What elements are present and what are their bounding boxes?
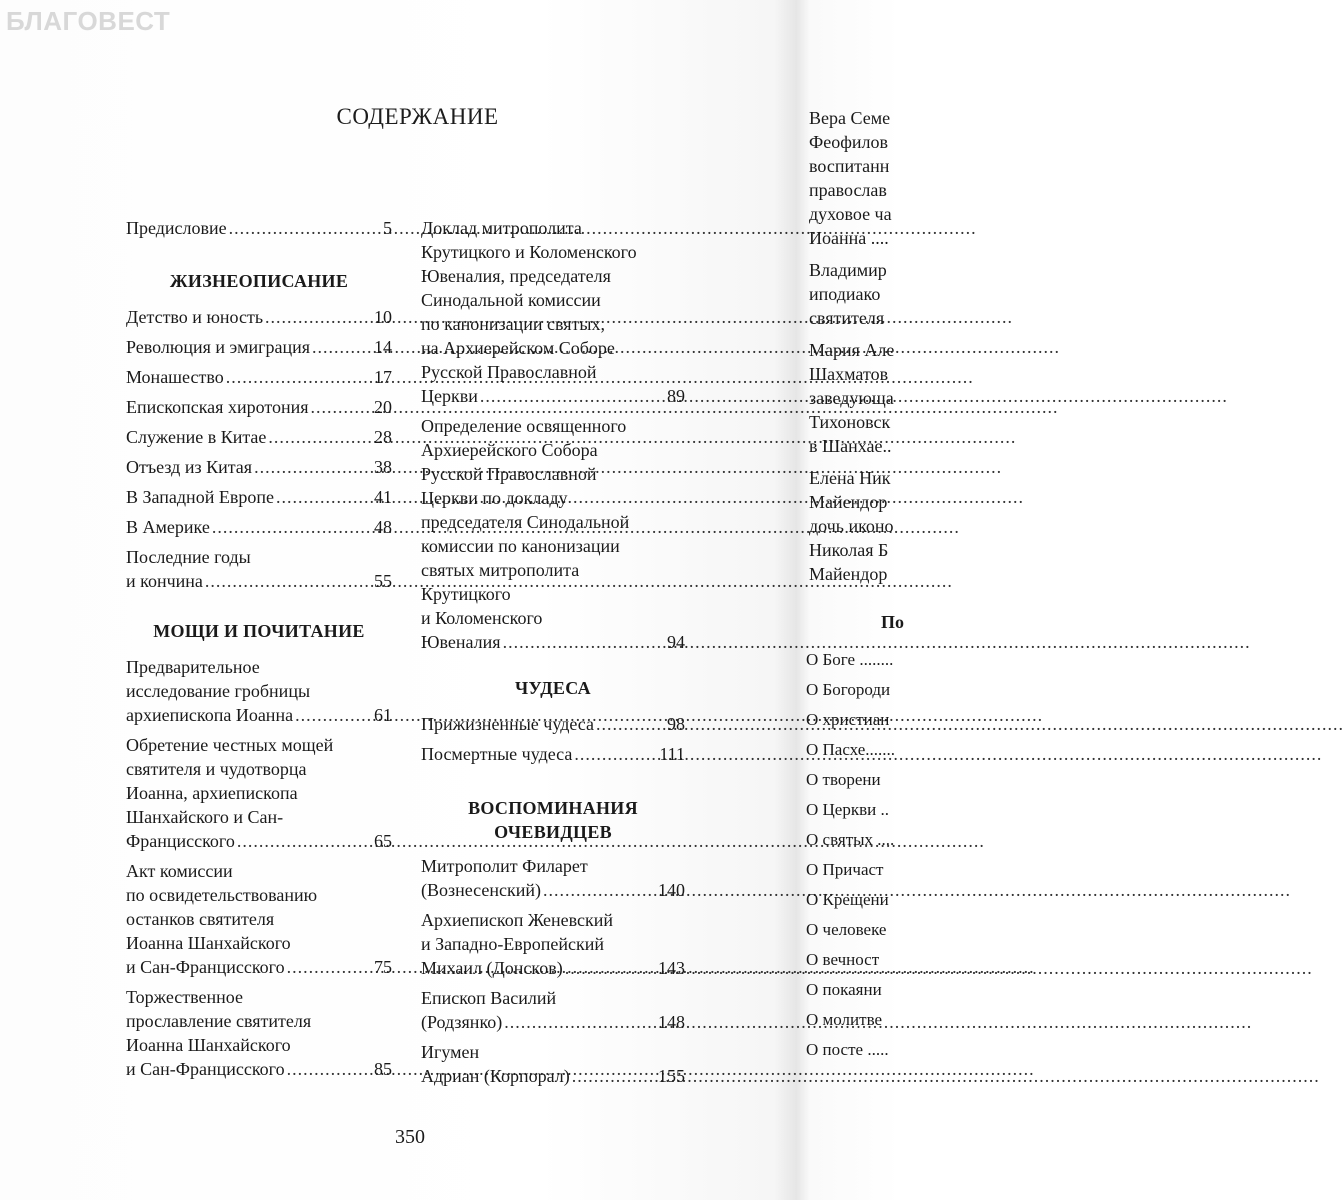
list-item: О Пасхе.......: [806, 740, 896, 759]
toc-entry: [809, 338, 1009, 458]
leader-dots: [212, 515, 372, 539]
entry-last-line: [126, 216, 392, 240]
entry-title-line: Иоанна Шанхайского: [126, 1035, 291, 1055]
entry-page: 17: [374, 367, 392, 387]
list-item: О Церкви ..: [806, 800, 889, 819]
watermark: БЛАГОВЕСТ: [6, 6, 171, 36]
entry-title-line: святых митрополита: [421, 560, 580, 580]
entry-title-line: Синодальной комиссии: [421, 290, 601, 310]
leader-dots: [254, 455, 372, 479]
entry-title-line: по канонизации святых,: [421, 314, 605, 334]
toc-entry: [421, 216, 685, 408]
entry-title-line: и Западно-Европейский: [421, 934, 605, 954]
toc-entry: [126, 305, 392, 329]
entry-page: 10: [374, 307, 392, 327]
leader-dots: [311, 395, 372, 419]
entry-last-line: [126, 455, 392, 479]
entry-title-line: Русской Православной: [421, 464, 597, 484]
toc-entry: [126, 545, 392, 593]
list-item: О человеке: [806, 920, 887, 939]
section-heading: [126, 619, 392, 643]
entry-title-line: Владимир: [809, 260, 887, 280]
entry-page: 89: [667, 386, 685, 406]
section-heading: [126, 269, 392, 293]
entry-title-line: Служение в Китае: [126, 427, 267, 447]
entry-last-line: [421, 956, 685, 980]
entry-title-line: Предварительное: [126, 657, 260, 677]
entry-title-line: Майендор: [809, 564, 888, 584]
entry-title-line: Определение освященного: [421, 416, 627, 436]
entry-page: 55: [374, 571, 392, 591]
list-item: О Боге ........: [806, 650, 894, 669]
entry-title-line: архиепископа Иоанна: [126, 705, 294, 725]
entry-title-line: Мария Але: [809, 340, 895, 360]
entry-title-line: и Сан-Францисского: [126, 957, 285, 977]
entry-title-line: Елена Ник: [809, 468, 891, 488]
toc-entry: [126, 733, 392, 853]
entry-title-line: Крутицкого и Коломенского: [421, 242, 637, 262]
entry-page: 61: [374, 705, 392, 725]
entry-title-line: Церкви по докладу: [421, 488, 568, 508]
entry-last-line: [421, 384, 685, 408]
entry-title-line: Иоанна Шанхайского: [126, 933, 291, 953]
entry-last-line: [126, 335, 392, 359]
entry-title-line: и Коломенского: [421, 608, 543, 628]
toc-column-2: [421, 216, 685, 1094]
entry-last-line: [421, 630, 685, 654]
entry-page: 75: [374, 957, 392, 977]
entry-title: Предисловие: [126, 218, 227, 238]
entry-title-line: и кончина: [126, 571, 203, 591]
entry-last-line: [126, 829, 392, 853]
entry-title-line: Епископ Василий: [421, 988, 557, 1008]
entry-page: 98: [667, 714, 685, 734]
list-item: О христиан: [806, 710, 890, 729]
entry-title-line: святителя и чудотворца: [126, 759, 307, 779]
leader-dots: [572, 1064, 656, 1088]
entry-last-line: [126, 485, 392, 509]
section-heading-line: МОЩИ И ПОЧИТАНИЕ: [153, 621, 365, 641]
section-heading: [421, 796, 685, 844]
toc-list: [806, 645, 1006, 1065]
leader-dots: [295, 703, 372, 727]
toc-entry: [126, 425, 392, 449]
list-item: О посте .....: [806, 1040, 889, 1059]
entry-title-line: Ювеналия: [421, 632, 501, 652]
entry-last-line: [126, 395, 392, 419]
entry-page: 5: [383, 218, 392, 238]
entry-title-line: Феофилов: [809, 132, 888, 152]
list-item: О молитве: [806, 1010, 883, 1029]
section-heading: [421, 676, 685, 700]
entry-title-line: Монашество: [126, 367, 224, 387]
entry-title-line: прославление святителя: [126, 1011, 312, 1031]
entry-title-line: дочь иконо: [809, 516, 894, 536]
entry-title-line: духовое ча: [809, 204, 892, 224]
entry-last-line: [421, 878, 685, 902]
entry-title-line: Отъезд из Китая: [126, 457, 253, 477]
entry-title-line: православ: [809, 180, 887, 200]
entry-title-line: В Америке: [126, 517, 210, 537]
section-heading-line: ВОСПОМИНАНИЯ: [468, 798, 638, 818]
entry-page: 38: [374, 457, 392, 477]
entry-last-line: [126, 515, 392, 539]
leader-dots: [229, 216, 381, 240]
section-heading: По: [881, 612, 905, 632]
leader-dots: [565, 956, 656, 980]
entry-title-line: в Шанхае..: [809, 436, 892, 456]
entry-last-line: [421, 1010, 685, 1034]
entry-title-line: Посмертные чудеса: [421, 744, 573, 764]
toc-entry: [126, 655, 392, 727]
toc-entry: [126, 515, 392, 539]
leader-dots: [265, 305, 372, 329]
leader-dots: [503, 630, 665, 654]
entry-title-line: Шахматов: [809, 364, 889, 384]
toc-entry: [126, 365, 392, 389]
entry-title-line: Архиепископ Женевский: [421, 910, 614, 930]
entry-title-line: Шанхайского и Сан-: [126, 807, 284, 827]
leader-dots: [276, 485, 372, 509]
entry-page: 148: [658, 1012, 685, 1032]
toc-entry: [421, 1040, 685, 1088]
entry-page: 140: [658, 880, 685, 900]
toc-entry: [809, 258, 1009, 330]
entry-title-line: Епископская хиротония: [126, 397, 309, 417]
entry-title-line: Церкви: [421, 386, 478, 406]
entry-title-line: Игумен: [421, 1042, 480, 1062]
section-heading-line: ЧУДЕСА: [515, 678, 591, 698]
entry-title-line: Митрополит Филарет: [421, 856, 588, 876]
entry-title-line: Обретение честных мощей: [126, 735, 334, 755]
toc-entry: [126, 859, 392, 979]
entry-title-line: Торжественное: [126, 987, 243, 1007]
entry-title-line: Николая Б: [809, 540, 889, 560]
entry-last-line: [421, 712, 685, 736]
toc-entry: [421, 908, 685, 980]
entry-page: 111: [659, 744, 685, 764]
toc-entry: [421, 414, 685, 654]
entry-title-line: Доклад митрополита: [421, 218, 582, 238]
entry-last-line: [126, 1057, 392, 1081]
entry-title-line: Архиерейского Собора: [421, 440, 598, 460]
toc-column-1: [126, 216, 392, 1087]
entry-title-line: святителя: [809, 308, 885, 328]
list-item: О Причаст: [806, 860, 884, 879]
entry-title-line: Детство и юность: [126, 307, 264, 327]
leader-dots: [312, 335, 372, 359]
leader-dots: [543, 878, 656, 902]
entry-title-line: и Сан-Францисского: [126, 1059, 285, 1079]
entry-last-line: [126, 365, 392, 389]
entry-title-line: Ювеналия, председателя: [421, 266, 611, 286]
entry-title-line: Иоанна ....: [809, 228, 889, 248]
entry-title-line: Майендор: [809, 492, 888, 512]
toc-entry: [809, 106, 1009, 250]
toc-entry: [421, 742, 685, 766]
toc-entry: [421, 712, 685, 736]
entry-last-line: [421, 1064, 685, 1088]
entry-page: 85: [374, 1059, 392, 1079]
leader-dots: [504, 1010, 656, 1034]
entry-page: 28: [374, 427, 392, 447]
toc-entry: [126, 985, 392, 1081]
entry-title-line: по освидетельствованию: [126, 885, 318, 905]
page-number: 350: [395, 1126, 425, 1148]
entry-last-line: [421, 742, 685, 766]
leader-dots: [480, 384, 665, 408]
entry-title-line: Францисского: [126, 831, 235, 851]
leader-dots: [205, 569, 372, 593]
entry-page: 41: [374, 487, 392, 507]
entry-title-line: Адриан (Корпорал): [421, 1066, 570, 1086]
entry-title-line: комиссии по канонизации: [421, 536, 620, 556]
entry-title-line: Последние годы: [126, 547, 251, 567]
toc-entry: [421, 986, 685, 1034]
entry-title-line: заведующа: [809, 388, 894, 408]
toc-entry: [126, 335, 392, 359]
leader-dots: [596, 712, 665, 736]
entry-title-line: исследование гробницы: [126, 681, 311, 701]
entry-title-line: воспитанн: [809, 156, 890, 176]
entry-last-line: [126, 305, 392, 329]
entry-page: 48: [374, 517, 392, 537]
toc-entry: [126, 485, 392, 509]
entry-title-line: Вера Семе: [809, 108, 891, 128]
entry-page: 14: [374, 337, 392, 357]
list-item: О Крещени: [806, 890, 889, 909]
list-item: О святых ....: [806, 830, 895, 849]
entry-title-line: останков святителя: [126, 909, 275, 929]
list-item: О Богороди: [806, 680, 891, 699]
entry-title-line: (Родзянко): [421, 1012, 503, 1032]
entry-page: 20: [374, 397, 392, 417]
entry-title-line: Акт комиссии: [126, 861, 233, 881]
list-item: О покаяни: [806, 980, 882, 999]
leader-dots: [226, 365, 372, 389]
entry-page: 155: [658, 1066, 685, 1086]
entry-title-line: председателя Синодальной: [421, 512, 630, 532]
entry-title-line: на Архиерейском Соборе: [421, 338, 615, 358]
toc-entry: [126, 216, 392, 240]
toc-column-3-clipped: [780, 0, 905, 1200]
leader-dots: [268, 425, 372, 449]
toc-entry: [809, 466, 1009, 586]
entry-title-line: Прижизненные чудеса: [421, 714, 594, 734]
entry-last-line: [126, 569, 392, 593]
section-heading-line: ЖИЗНЕОПИСАНИЕ: [169, 271, 349, 291]
list-item: О вечност: [806, 950, 880, 969]
entry-title-line: (Вознесенский): [421, 880, 542, 900]
leader-dots: [287, 955, 372, 979]
section-heading-line: ОЧЕВИДЦЕВ: [494, 822, 612, 842]
leader-dots: [574, 742, 657, 766]
toc-entry: [126, 455, 392, 479]
entry-title-line: Революция и эмиграция: [126, 337, 311, 357]
entry-title-line: Русской Православной: [421, 362, 597, 382]
entry-page: 94: [667, 632, 685, 652]
entry-page: 65: [374, 831, 392, 851]
leader-dots: [287, 1057, 372, 1081]
entry-page: 143: [658, 958, 685, 978]
entry-title-line: Тихоновск: [809, 412, 891, 432]
toc-entry: [126, 395, 392, 419]
entry-title-line: Иоанна, архиепископа: [126, 783, 298, 803]
entry-title-line: В Западной Европе: [126, 487, 274, 507]
entry-last-line: [126, 703, 392, 727]
page-title: СОДЕРЖАНИЕ: [336, 104, 499, 129]
entry-title-line: Михаил (Донсков): [421, 958, 563, 978]
entry-last-line: [126, 425, 392, 449]
toc-entry: [421, 854, 685, 902]
entry-last-line: [126, 955, 392, 979]
leader-dots: [237, 829, 372, 853]
entry-title-line: иподиако: [809, 284, 881, 304]
list-item: О творени: [806, 770, 881, 789]
entry-title-line: Крутицкого: [421, 584, 511, 604]
